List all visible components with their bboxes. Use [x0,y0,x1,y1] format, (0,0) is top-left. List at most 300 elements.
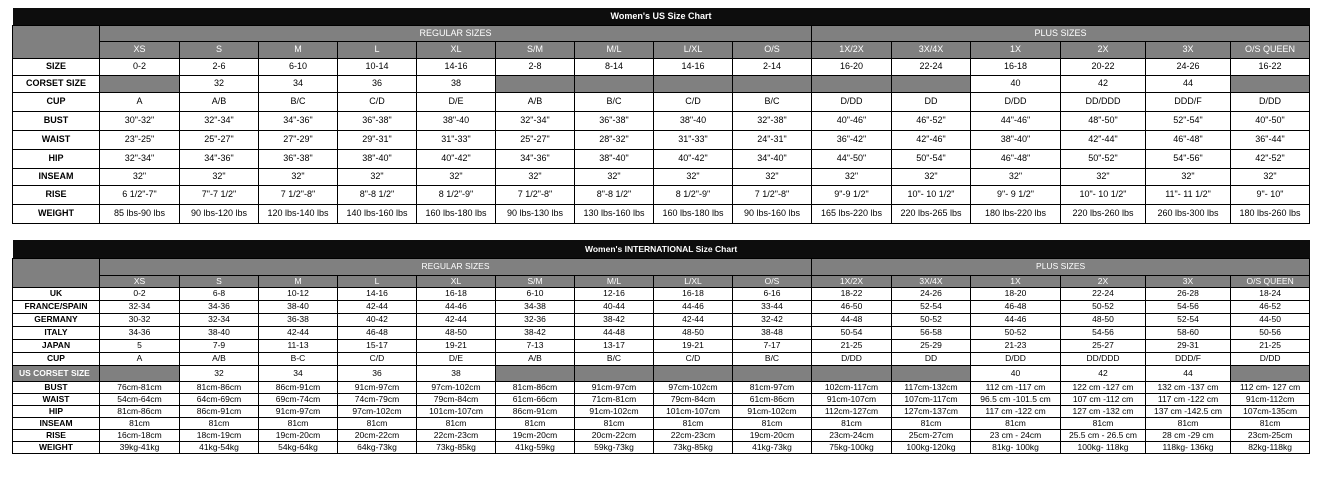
size-value-cell: 30-32 [100,313,180,326]
size-value-cell: 81cm-86cm [496,381,575,393]
size-value-cell: 26-28 [1146,287,1231,300]
size-value-cell: D/DD [971,92,1061,111]
size-value-cell: 91cm-112cm [1231,393,1310,405]
size-value-cell: 91cm-102cm [575,405,654,417]
size-value-cell: 117 cm -122 cm [971,405,1061,417]
size-value-cell [654,365,733,381]
size-value-cell: 73kg-85kg [654,441,733,453]
regular-sizes-header: REGULAR SIZES [100,25,812,41]
size-value-cell: 81cm-86cm [180,381,259,393]
size-name-cell: 2X [1061,41,1146,58]
size-value-cell: 81cm-97cm [733,381,812,393]
size-value-cell [100,75,180,92]
size-value-cell: 54kg-64kg [259,441,338,453]
size-names-row [13,41,1310,58]
size-value-cell: 96.5 cm -101.5 cm [971,393,1061,405]
size-value-cell: 42"-52" [1231,149,1310,168]
size-value-cell: 56-58 [892,326,971,339]
size-value-cell: 36"-44" [1231,130,1310,149]
size-value-cell: 7-9 [180,339,259,352]
size-value-cell: 16cm-18cm [100,429,180,441]
size-value-cell: 34"-36" [259,111,338,130]
size-value-cell: 54cm-64cm [100,393,180,405]
size-value-cell: 32" [575,168,654,185]
size-value-cell: 50-52 [971,326,1061,339]
corner-cell [13,258,100,287]
size-value-cell: 36"-42" [812,130,892,149]
size-name-cell: M [259,275,338,287]
size-value-cell: 19-21 [417,339,496,352]
size-value-cell: 39kg-41kg [100,441,180,453]
size-value-cell: 44-48 [812,313,892,326]
size-value-cell: 85 lbs-90 lbs [100,204,180,223]
row-label: CORSET SIZE [13,75,100,92]
size-group-header-row [13,258,1310,275]
row-rise [13,429,1310,441]
size-value-cell: 38-42 [496,326,575,339]
size-value-cell: 61cm-86cm [733,393,812,405]
size-value-cell: 7 1/2"-8" [496,185,575,204]
size-value-cell: 50-52 [1061,300,1146,313]
size-value-cell [733,365,812,381]
size-value-cell: 22-24 [892,58,971,75]
size-value-cell: 71cm-81cm [575,393,654,405]
row-label: HIP [13,149,100,168]
size-value-cell: DDD/F [1146,92,1231,111]
size-value-cell [733,75,812,92]
size-value-cell: 34"-36" [180,149,259,168]
size-value-cell: 91cm-97cm [338,381,417,393]
row-cup [13,352,1310,365]
size-value-cell: 81cm [1061,417,1146,429]
size-value-cell: 81cm [180,417,259,429]
size-name-cell: 3X [1146,275,1231,287]
size-value-cell: 40 [971,365,1061,381]
size-value-cell: 44 [1146,75,1231,92]
size-value-cell: 16-18 [971,58,1061,75]
size-value-cell: 8"-8 1/2" [575,185,654,204]
row-waist [13,393,1310,405]
size-value-cell: 44"-46" [971,111,1061,130]
size-value-cell: 44-48 [575,326,654,339]
size-name-cell: M [259,41,338,58]
chart-title: Women's US Size Chart [13,8,1310,25]
size-value-cell: D/E [417,352,496,365]
size-value-cell [1231,365,1310,381]
size-value-cell: 180 lbs-260 lbs [1231,204,1310,223]
size-value-cell: 11"- 11 1/2" [1146,185,1231,204]
row-inseam [13,417,1310,429]
size-value-cell [892,365,971,381]
size-value-cell: 64kg-73kg [338,441,417,453]
size-value-cell: 32" [733,168,812,185]
size-value-cell: A/B [496,352,575,365]
size-value-cell: 40-44 [575,300,654,313]
size-value-cell: 32" [259,168,338,185]
size-value-cell: 117 cm -122 cm [1146,393,1231,405]
size-value-cell: 38"-40" [338,149,417,168]
size-value-cell: 132 cm -137 cm [1146,381,1231,393]
size-value-cell: 46"-48" [971,149,1061,168]
size-value-cell: 44-46 [654,300,733,313]
size-value-cell: 42"-44" [1061,130,1146,149]
row-italy [13,326,1310,339]
size-value-cell: 112 cm -117 cm [971,381,1061,393]
size-value-cell: 165 lbs-220 lbs [812,204,892,223]
size-value-cell: 38-40 [180,326,259,339]
size-value-cell: 2-8 [496,58,575,75]
size-name-cell: 1X/2X [812,41,892,58]
size-value-cell: 82kg-118kg [1231,441,1310,453]
size-group-header-row [13,25,1310,41]
size-value-cell: 79cm-84cm [654,393,733,405]
size-value-cell: DDD/F [1146,352,1231,365]
size-value-cell: 33-44 [733,300,812,313]
size-value-cell: 34-36 [100,326,180,339]
size-value-cell: 27"-29" [259,130,338,149]
size-value-cell: 25"-27" [180,130,259,149]
size-name-cell: XS [100,275,180,287]
size-value-cell: 7-13 [496,339,575,352]
row-label: BUST [13,111,100,130]
size-value-cell: 2-6 [180,58,259,75]
size-value-cell: 260 lbs-300 lbs [1146,204,1231,223]
row-label: US CORSET SIZE [13,365,100,381]
size-value-cell: 112 cm- 127 cm [1231,381,1310,393]
row-germany [13,313,1310,326]
size-value-cell: 48-50 [1061,313,1146,326]
size-value-cell: 81cm [100,417,180,429]
size-value-cell: 50-56 [1231,326,1310,339]
size-value-cell: 25cm-27cm [892,429,971,441]
size-name-cell: S [180,41,259,58]
size-value-cell: 54-56 [1146,300,1231,313]
size-value-cell: 9"- 9 1/2" [971,185,1061,204]
size-value-cell: 20cm-22cm [575,429,654,441]
size-value-cell: 38"-40 [654,111,733,130]
row-inseam [13,168,1310,185]
size-value-cell: 34-36 [180,300,259,313]
size-value-cell: 5 [100,339,180,352]
size-value-cell: 0-2 [100,58,180,75]
size-value-cell [496,365,575,381]
size-value-cell: 40"-42" [654,149,733,168]
size-value-cell: 38-42 [575,313,654,326]
size-value-cell: A/B [180,92,259,111]
size-value-cell: 7-17 [733,339,812,352]
size-value-cell: 81kg- 100kg [971,441,1061,453]
size-value-cell: 86cm-91cm [496,405,575,417]
size-name-cell: O/S QUEEN [1231,275,1310,287]
size-value-cell: 36 [338,365,417,381]
size-value-cell: 18cm-19cm [180,429,259,441]
row-japan [13,339,1310,352]
size-value-cell: 20-22 [1061,58,1146,75]
size-value-cell: 81cm [812,417,892,429]
size-value-cell: A/B [180,352,259,365]
row-hip [13,149,1310,168]
size-value-cell: A [100,92,180,111]
size-value-cell: 54"-56" [1146,149,1231,168]
size-name-cell: M/L [575,41,654,58]
size-value-cell: 11-13 [259,339,338,352]
size-name-cell: 3X [1146,41,1231,58]
size-value-cell: 32-42 [733,313,812,326]
size-value-cell: 13-17 [575,339,654,352]
size-value-cell: 22cm-23cm [654,429,733,441]
size-value-cell: 25-29 [892,339,971,352]
size-value-cell: 38 [417,365,496,381]
size-value-cell: 18-24 [1231,287,1310,300]
size-value-cell: C/D [654,92,733,111]
size-value-cell: 40"-50" [1231,111,1310,130]
size-value-cell: 120 lbs-140 lbs [259,204,338,223]
size-name-cell: 1X/2X [812,275,892,287]
size-value-cell: 16-18 [654,287,733,300]
size-value-cell: 46-48 [971,300,1061,313]
size-value-cell: 24-26 [892,287,971,300]
size-value-cell: 28"-32" [575,130,654,149]
size-value-cell: 130 lbs-160 lbs [575,204,654,223]
size-value-cell: 100kg-120kg [892,441,971,453]
size-name-cell: L/XL [654,41,733,58]
size-value-cell: 59kg-73kg [575,441,654,453]
size-value-cell: 32" [496,168,575,185]
size-value-cell: A [100,352,180,365]
size-value-cell: 44"-50" [812,149,892,168]
size-value-cell: 10"- 10 1/2" [1061,185,1146,204]
size-value-cell: 23cm-25cm [1231,429,1310,441]
size-value-cell [654,75,733,92]
size-value-cell: 75kg-100kg [812,441,892,453]
size-value-cell: 90 lbs-160 lbs [733,204,812,223]
size-value-cell: 118kg- 136kg [1146,441,1231,453]
size-value-cell: 86cm-91cm [180,405,259,417]
size-value-cell: 180 lbs-220 lbs [971,204,1061,223]
size-value-cell: D/DD [1231,92,1310,111]
size-value-cell: 40"-42" [417,149,496,168]
size-value-cell [496,75,575,92]
size-value-cell: 64cm-69cm [180,393,259,405]
size-value-cell: 10-14 [338,58,417,75]
size-value-cell: 86cm-91cm [259,381,338,393]
size-value-cell: 24"-31" [733,130,812,149]
row-label: WAIST [13,130,100,149]
size-value-cell: 32"-38" [733,111,812,130]
row-label: GERMANY [13,313,100,326]
size-value-cell: 61cm-66cm [496,393,575,405]
size-value-cell: 42 [1061,365,1146,381]
size-value-cell: 46"-52" [892,111,971,130]
size-value-cell: 32" [417,168,496,185]
size-value-cell: 101cm-107cm [417,405,496,417]
size-value-cell: 32"-34" [180,111,259,130]
size-value-cell: B-C [259,352,338,365]
size-value-cell: 19cm-20cm [259,429,338,441]
size-value-cell: 38"-40 [417,111,496,130]
size-value-cell: 22cm-23cm [417,429,496,441]
size-value-cell: 18-20 [971,287,1061,300]
size-value-cell: 6-8 [180,287,259,300]
size-name-cell: 3X/4X [892,41,971,58]
size-value-cell: 16-22 [1231,58,1310,75]
row-label: BUST [13,381,100,393]
row-corset-size [13,75,1310,92]
size-value-cell: 7 1/2"-8" [733,185,812,204]
size-value-cell: 91cm-107cm [812,393,892,405]
size-value-cell: 46"-48" [1146,130,1231,149]
size-value-cell: 40"-46" [812,111,892,130]
size-value-cell: 38"-40" [971,130,1061,149]
size-name-cell: M/L [575,275,654,287]
size-value-cell: 21-25 [812,339,892,352]
size-value-cell: 107cm-117cm [892,393,971,405]
size-value-cell: 102cm-117cm [812,381,892,393]
size-name-cell: S [180,275,259,287]
size-value-cell: 44-46 [417,300,496,313]
size-value-cell: 19cm-20cm [496,429,575,441]
international-size-chart [12,240,1307,454]
size-value-cell: 160 lbs-180 lbs [417,204,496,223]
size-value-cell: 38-48 [733,326,812,339]
size-value-cell: 36"-38" [338,111,417,130]
size-value-cell [892,75,971,92]
size-value-cell: 74cm-79cm [338,393,417,405]
size-value-cell: 32"-34" [496,111,575,130]
row-label: INSEAM [13,168,100,185]
size-value-cell: 23cm-24cm [812,429,892,441]
size-value-cell: 81cm [1231,417,1310,429]
size-value-cell: 9"-9 1/2" [812,185,892,204]
size-value-cell: 52"-54" [1146,111,1231,130]
size-value-cell: DD [892,92,971,111]
size-value-cell: 0-2 [100,287,180,300]
row-cup [13,92,1310,111]
size-value-cell: 6-16 [733,287,812,300]
size-value-cell: 6-10 [496,287,575,300]
size-value-cell: 127cm-137cm [892,405,971,417]
size-value-cell: 112cm-127cm [812,405,892,417]
size-value-cell: 117cm-132cm [892,381,971,393]
size-value-cell: 81cm [417,417,496,429]
size-name-cell: 1X [971,275,1061,287]
row-label: WEIGHT [13,441,100,453]
size-value-cell: 9"- 10" [1231,185,1310,204]
regular-sizes-header: REGULAR SIZES [100,258,812,275]
size-value-cell: B/C [575,92,654,111]
size-value-cell: 81cm-86cm [100,405,180,417]
size-value-cell: 32" [971,168,1061,185]
size-value-cell: 41kg-54kg [180,441,259,453]
row-label: JAPAN [13,339,100,352]
size-value-cell: 36"-38" [575,111,654,130]
size-value-cell: B/C [733,92,812,111]
size-value-cell: D/DD [971,352,1061,365]
size-value-cell: 34-38 [496,300,575,313]
size-value-cell: 34 [259,365,338,381]
size-value-cell: 41kg-59kg [496,441,575,453]
size-value-cell: 34"-40" [733,149,812,168]
size-value-cell: 21-23 [971,339,1061,352]
size-value-cell: 14-16 [417,58,496,75]
size-name-cell: 3X/4X [892,275,971,287]
size-value-cell: DD/DDD [1061,92,1146,111]
size-value-cell [100,365,180,381]
size-value-cell: 140 lbs-160 lbs [338,204,417,223]
row-label: ITALY [13,326,100,339]
size-value-cell: C/D [338,92,417,111]
size-value-cell: 90 lbs-130 lbs [496,204,575,223]
size-value-cell: 127 cm -132 cm [1061,405,1146,417]
row-size [13,58,1310,75]
row-label: RISE [13,185,100,204]
size-value-cell: 29-31 [1146,339,1231,352]
size-value-cell: 44-50 [1231,313,1310,326]
size-value-cell: 38"-40" [575,149,654,168]
size-value-cell: 81cm [259,417,338,429]
size-value-cell: 73kg-85kg [417,441,496,453]
row-label: HIP [13,405,100,417]
size-value-cell: 50"-52" [1061,149,1146,168]
row-label: FRANCE/SPAIN [13,300,100,313]
size-value-cell: DD [892,352,971,365]
size-value-cell: 23 cm - 24cm [971,429,1061,441]
size-value-cell: 44 [1146,365,1231,381]
size-value-cell: 40 [971,75,1061,92]
size-value-cell: 25-27 [1061,339,1146,352]
us-size-chart [12,8,1307,224]
row-france-spain [13,300,1310,313]
size-value-cell: 22-24 [1061,287,1146,300]
size-value-cell: 32" [812,168,892,185]
size-value-cell: 160 lbs-180 lbs [654,204,733,223]
size-name-cell: XL [417,41,496,58]
size-value-cell: 97cm-102cm [654,381,733,393]
size-value-cell: B/C [733,352,812,365]
size-value-cell: 7"-7 1/2" [180,185,259,204]
size-value-cell: 48-50 [654,326,733,339]
size-value-cell: 10"- 10 1/2" [892,185,971,204]
row-uk [13,287,1310,300]
row-label: INSEAM [13,417,100,429]
row-label: CUP [13,92,100,111]
size-value-cell: 122 cm -127 cm [1061,381,1146,393]
row-label: WEIGHT [13,204,100,223]
size-value-cell: 97cm-102cm [338,405,417,417]
size-value-cell: 107cm-135cm [1231,405,1310,417]
size-value-cell: D/DD [1231,352,1310,365]
size-value-cell: 50"-54" [892,149,971,168]
size-value-cell: 25.5 cm - 26.5 cm [1061,429,1146,441]
size-value-cell: 42 [1061,75,1146,92]
size-value-cell: 48-50 [417,326,496,339]
size-value-cell: C/D [338,352,417,365]
size-value-cell: 42-44 [654,313,733,326]
size-name-cell: 2X [1061,275,1146,287]
size-name-cell: O/S QUEEN [1231,41,1310,58]
size-value-cell: 36 [338,75,417,92]
size-value-cell: 69cm-74cm [259,393,338,405]
size-value-cell: 46-48 [338,326,417,339]
row-waist [13,130,1310,149]
chart-title: Women's INTERNATIONAL Size Chart [13,240,1310,258]
size-value-cell: 42-44 [417,313,496,326]
us-size-table [12,8,1310,224]
size-name-cell: L/XL [654,275,733,287]
size-value-cell: 21-25 [1231,339,1310,352]
row-label: RISE [13,429,100,441]
size-name-cell: L [338,275,417,287]
